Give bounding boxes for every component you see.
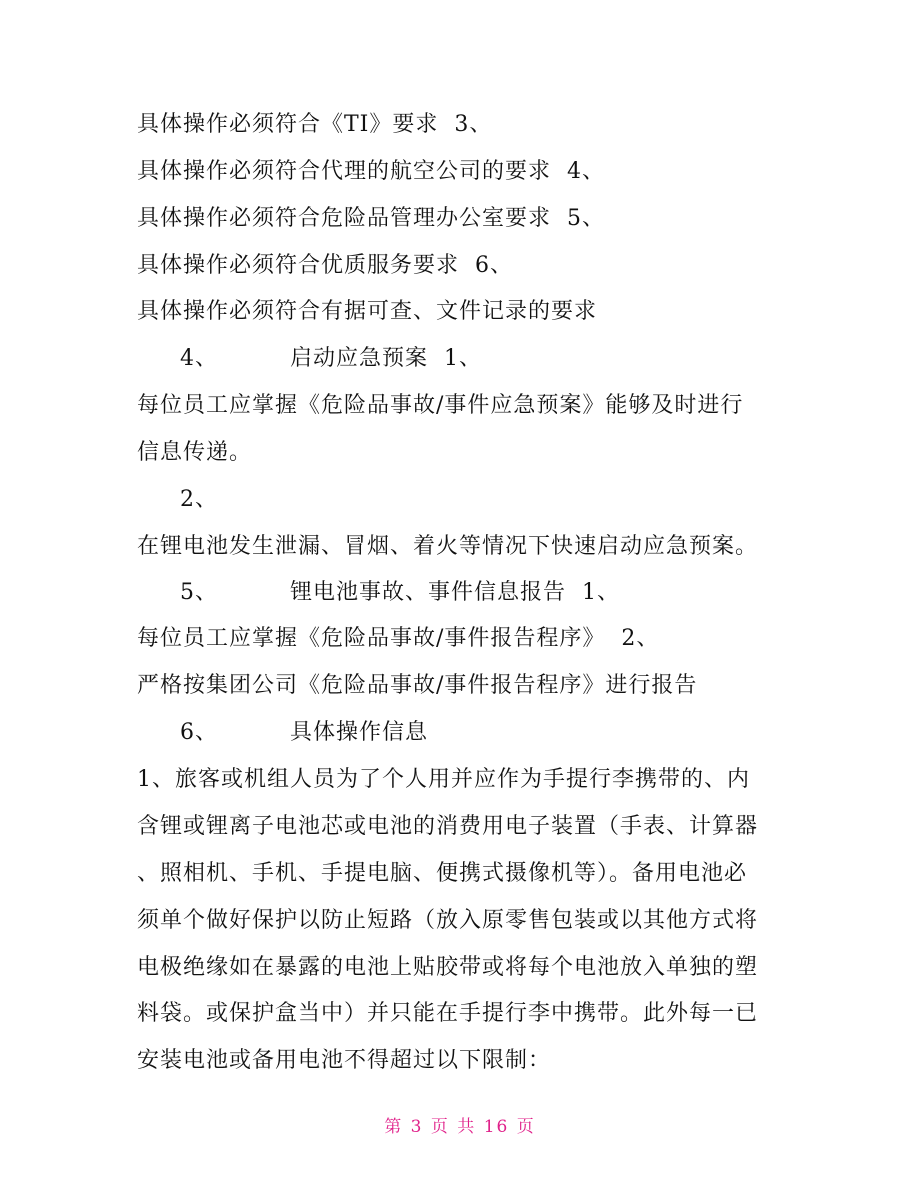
text-line: 、照相机、手机、手提电脑、便携式摄像机等）。备用电池必 xyxy=(137,861,748,886)
text-line: 电极绝缘如在暴露的电池上贴胶带或将每个电池放入单独的塑 xyxy=(137,955,759,980)
text-line: 具体操作必须符合代理的航空公司的要求 4、 xyxy=(137,159,605,184)
page-number-footer: 第 3 页 共 16 页 xyxy=(384,1117,536,1137)
text-line: 具体操作必须符合危险品管理办公室要求 5、 xyxy=(137,206,605,231)
section-number: 5、 xyxy=(180,580,218,605)
text-line: 每位员工应掌握《危险品事故/事件报告程序》 2、 xyxy=(137,626,660,651)
text-line: 信息传递。 xyxy=(137,440,253,465)
text-line: 料袋。或保护盒当中）并只能在手提行李中携带。此外每一已 xyxy=(137,1001,759,1026)
text-line: 每位员工应掌握《危险品事故/事件应急预案》能够及时进行 xyxy=(137,393,744,418)
section-title: 启动应急预案 1、 xyxy=(290,346,482,371)
section-number: 6、 xyxy=(180,720,218,745)
text-line: 安装电池或备用电池不得超过以下限制： xyxy=(137,1048,552,1073)
section-title: 具体操作信息 xyxy=(290,720,429,745)
text-line: 在锂电池发生泄漏、冒烟、着火等情况下快速启动应急预案。 xyxy=(137,534,759,559)
text-line: 具体操作必须符合有据可查、文件记录的要求 xyxy=(137,299,598,324)
text-line: 具体操作必须符合优质服务要求 6、 xyxy=(137,253,513,278)
text-line: 2、 xyxy=(180,487,218,512)
text-line: 严格按集团公司《危险品事故/事件报告程序》进行报告 xyxy=(137,673,698,698)
section-title: 锂电池事故、事件信息报告 1、 xyxy=(290,580,620,605)
section-number: 4、 xyxy=(180,346,218,371)
text-line: 须单个做好保护以防止短路（放入原零售包装或以其他方式将 xyxy=(137,908,759,933)
text-line: 1、旅客或机组人员为了个人用并应作为手提行李携带的、内 xyxy=(137,767,750,792)
text-line: 具体操作必须符合《TI》要求 3、 xyxy=(137,112,493,137)
text-line: 含锂或锂离子电池芯或电池的消费用电子装置（手表、计算器 xyxy=(137,814,759,839)
